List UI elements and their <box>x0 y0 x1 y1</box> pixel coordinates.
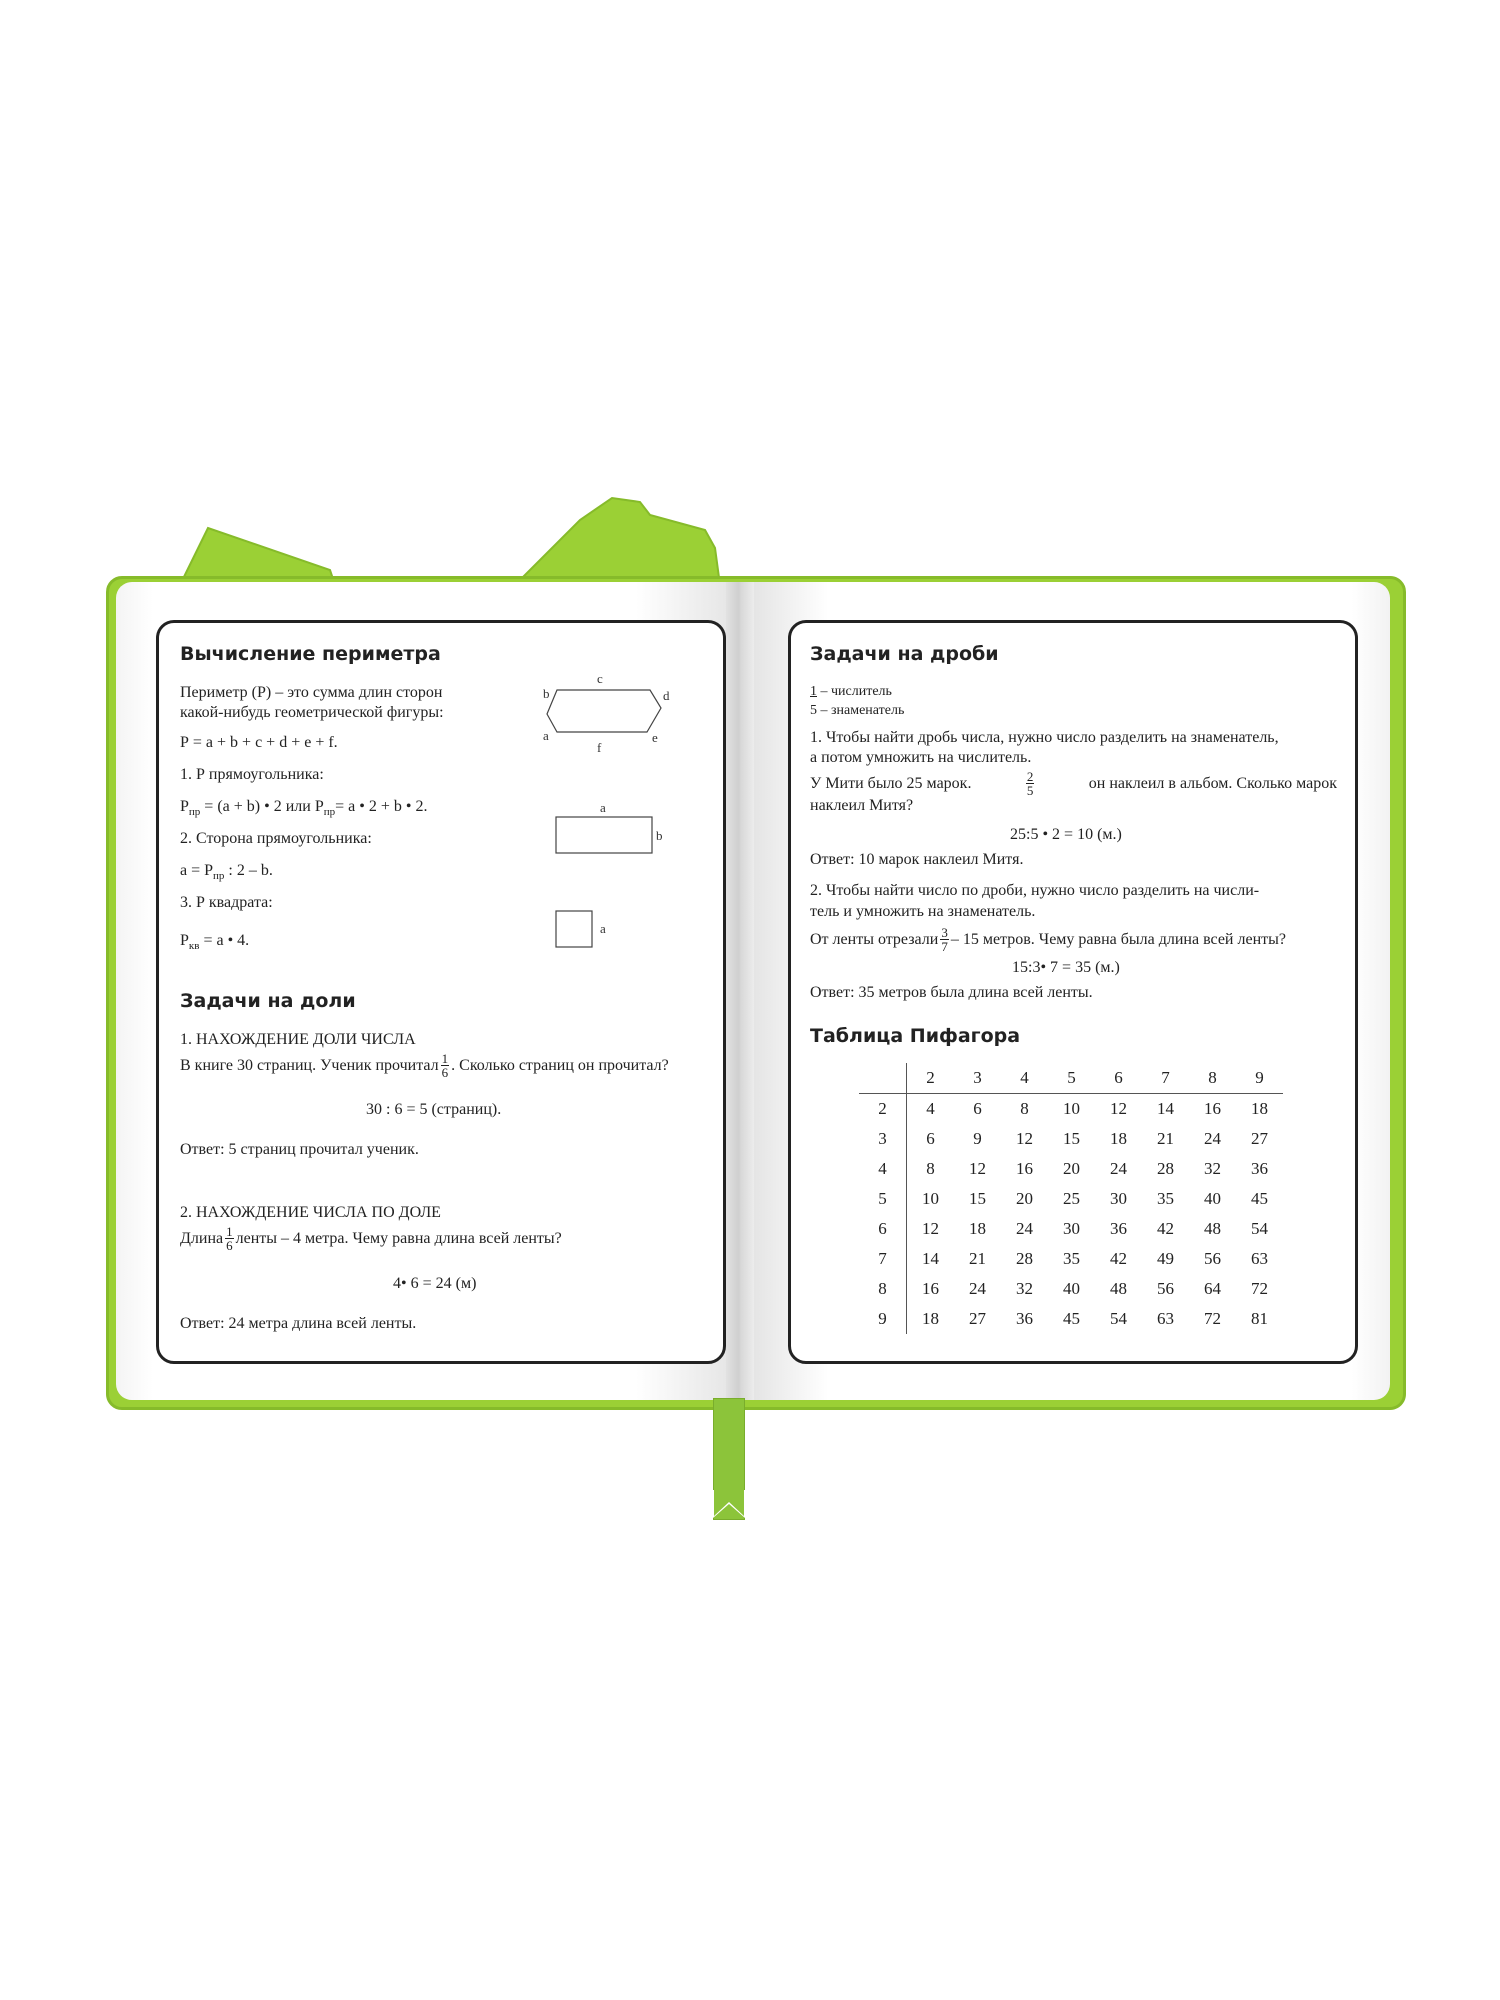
col-header: 7 <box>1142 1063 1189 1094</box>
col-header: 9 <box>1236 1063 1283 1094</box>
perimeter-definition-line1: Периметр (Р) – это сумма длин сторон <box>180 684 443 701</box>
table-cell: 42 <box>1110 1249 1127 1268</box>
rectangle-item: 1. Р прямоугольника: <box>180 766 324 783</box>
hexagon-figure <box>535 670 685 760</box>
table-cell: 15 <box>1063 1129 1080 1148</box>
table-cell: 54 <box>1110 1309 1127 1328</box>
table-cell: 20 <box>1016 1189 1033 1208</box>
side-item: 2. Сторона прямоугольника: <box>180 830 372 847</box>
pythagoras-table <box>859 1063 1283 1334</box>
hex-label-a: a <box>543 728 549 743</box>
table-cell: 24 <box>1016 1219 1033 1238</box>
perimeter-definition-line2: какой-нибудь геометрической фигуры: <box>180 704 444 721</box>
table-cell: 21 <box>1157 1129 1174 1148</box>
rule1-line1: 1. Чтобы найти дробь числа, нужно число разделить на знаменатель, <box>810 729 1279 746</box>
table-cell: 35 <box>1157 1189 1174 1208</box>
table-cell: 15 <box>969 1189 986 1208</box>
rule1-line2: а потом умножить на числитель. <box>810 749 1032 766</box>
col-header: 3 <box>954 1063 1001 1094</box>
table-cell: 12 <box>969 1159 986 1178</box>
rect-label-b: b <box>656 828 663 843</box>
table-cell: 21 <box>969 1249 986 1268</box>
table-cell: 12 <box>1110 1099 1127 1118</box>
table-cell: 24 <box>969 1279 986 1298</box>
number-by-share-task: Длина $\frac{1}{6}$ ленты – 4 метра. Чему равна длина всей ленты? <box>180 1224 562 1253</box>
col-header: 5 <box>1048 1063 1095 1094</box>
table-cell: 49 <box>1157 1249 1174 1268</box>
row-header: 3 <box>859 1124 907 1154</box>
table-cell: 28 <box>1157 1159 1174 1178</box>
table-cell: 42 <box>1157 1219 1174 1238</box>
table-cell: 35 <box>1063 1249 1080 1268</box>
table-cell: 27 <box>969 1309 986 1328</box>
table-cell: 40 <box>1063 1279 1080 1298</box>
table-cell: 48 <box>1110 1279 1127 1298</box>
square-formula: $Р_{кв} = a$ • 4. <box>180 932 250 952</box>
table-cell: 16 <box>922 1279 939 1298</box>
task2-line: От ленты отрезали $\frac{3}{7}$ – 15 метров. Чему равна была длина всей ленты? <box>810 925 1286 954</box>
table-cell: 63 <box>1251 1249 1268 1268</box>
table-cell: 6 <box>973 1099 982 1118</box>
table-cell: 24 <box>1110 1159 1127 1178</box>
table-cell: 32 <box>1016 1279 1033 1298</box>
rectangle-figure <box>550 800 680 860</box>
table-cell: 64 <box>1204 1279 1221 1298</box>
col-header: 2 <box>907 1063 955 1094</box>
table-cell: 56 <box>1157 1279 1174 1298</box>
table-cell: 16 <box>1016 1159 1033 1178</box>
rect-label-a: a <box>600 800 606 815</box>
hex-label-e: e <box>652 730 658 745</box>
table-cell: 18 <box>922 1309 939 1328</box>
rectangle-formula: $Р_{пр} = (a + b)$ • 2 или $Р_{пр}= a$ • 2 + b • 2. <box>180 798 428 818</box>
task2-calc: 15:3• 7 = 35 (м.) <box>1012 959 1120 976</box>
task1-answer: Ответ: 10 марок наклеил Митя. <box>810 851 1024 868</box>
table-cell: 18 <box>1110 1129 1127 1148</box>
table-row <box>859 1094 1283 1125</box>
table-row <box>859 1274 1283 1304</box>
table-cell: 20 <box>1063 1159 1080 1178</box>
task1-line1: У Мити было 25 марок. $\frac{2}{5}$ он наклеил в альбом. Сколько марок <box>810 769 1337 798</box>
row-header: 7 <box>859 1244 907 1274</box>
table-row <box>859 1124 1283 1154</box>
table-cell: 12 <box>922 1219 939 1238</box>
share-of-number-calc: 30 : 6 = 5 (страниц). <box>366 1101 502 1118</box>
table-cell: 45 <box>1251 1189 1268 1208</box>
book-gutter <box>726 582 754 1400</box>
table-cell: 30 <box>1110 1189 1127 1208</box>
table-cell: 4 <box>926 1099 935 1118</box>
numerator-label: 1 – числитель <box>810 684 892 699</box>
table-row <box>859 1214 1283 1244</box>
table-cell: 72 <box>1204 1309 1221 1328</box>
table-cell: 10 <box>1063 1099 1080 1118</box>
hex-label-d: d <box>663 688 670 703</box>
table-cell: 30 <box>1063 1219 1080 1238</box>
row-header: 5 <box>859 1184 907 1214</box>
table-cell: 9 <box>973 1129 982 1148</box>
table-cell: 12 <box>1016 1129 1033 1148</box>
table-cell: 40 <box>1204 1189 1221 1208</box>
share-of-number-heading: 1. НАХОЖДЕНИЕ ДОЛИ ЧИСЛА <box>180 1031 416 1048</box>
table-cell: 36 <box>1251 1159 1268 1178</box>
col-header: 8 <box>1189 1063 1236 1094</box>
table-cell: 27 <box>1251 1129 1268 1148</box>
rule2-line2: тель и умножить на знаменатель. <box>810 903 1036 920</box>
table-cell: 8 <box>1020 1099 1029 1118</box>
table-cell: 14 <box>922 1249 939 1268</box>
perimeter-title: Вычисление периметра <box>180 643 441 665</box>
table-cell: 14 <box>1157 1099 1174 1118</box>
row-header: 8 <box>859 1274 907 1304</box>
denominator-label: 5 – знаменатель <box>810 703 905 718</box>
ribbon-notch <box>713 1490 745 1518</box>
table-cell: 10 <box>922 1189 939 1208</box>
number-by-share-calc: 4• 6 = 24 (м) <box>393 1275 477 1292</box>
right-ear <box>515 498 720 585</box>
table-row <box>859 1304 1283 1334</box>
pythagoras-title: Таблица Пифагора <box>810 1025 1021 1047</box>
table-cell: 32 <box>1204 1159 1221 1178</box>
table-cell: 63 <box>1157 1309 1174 1328</box>
row-header: 9 <box>859 1304 907 1334</box>
table-cell: 56 <box>1204 1249 1221 1268</box>
table-cell: 6 <box>926 1129 935 1148</box>
square-figure <box>552 905 622 955</box>
task2-answer: Ответ: 35 метров была длина всей ленты. <box>810 984 1093 1001</box>
table-cell: 45 <box>1063 1309 1080 1328</box>
table-row <box>859 1244 1283 1274</box>
col-header: 4 <box>1001 1063 1048 1094</box>
share-of-number-answer: Ответ: 5 страниц прочитал ученик. <box>180 1141 419 1158</box>
shares-title: Задачи на доли <box>180 990 356 1012</box>
col-header: 6 <box>1095 1063 1142 1094</box>
table-cell: 72 <box>1251 1279 1268 1298</box>
table-row <box>859 1184 1283 1214</box>
side-formula: $a = Р_{пр}$ : 2 – b. <box>180 862 273 882</box>
table-corner <box>859 1063 907 1094</box>
table-cell: 18 <box>1251 1099 1268 1118</box>
share-of-number-task: В книге 30 страниц. Ученик прочитал $\frac{1}{6}$ . Сколько страниц он прочитал? <box>180 1051 669 1080</box>
table-cell: 28 <box>1016 1249 1033 1268</box>
row-header: 2 <box>859 1094 907 1125</box>
row-header: 4 <box>859 1154 907 1184</box>
square-label-a: a <box>600 921 606 936</box>
table-cell: 36 <box>1016 1309 1033 1328</box>
fractions-title: Задачи на дроби <box>810 643 999 665</box>
hex-label-b: b <box>543 686 550 701</box>
rule2-line1: 2. Чтобы найти число по дроби, нужно число разделить на числи- <box>810 882 1260 899</box>
task1-calc: 25:5 • 2 = 10 (м.) <box>1010 826 1122 843</box>
hex-label-c: c <box>597 671 603 686</box>
table-cell: 16 <box>1204 1099 1221 1118</box>
table-cell: 25 <box>1063 1189 1080 1208</box>
table-header-row <box>859 1063 1283 1094</box>
table-cell: 54 <box>1251 1219 1268 1238</box>
table-cell: 48 <box>1204 1219 1221 1238</box>
row-header: 6 <box>859 1214 907 1244</box>
table-cell: 24 <box>1204 1129 1221 1148</box>
table-cell: 18 <box>969 1219 986 1238</box>
table-cell: 8 <box>926 1159 935 1178</box>
table-cell: 81 <box>1251 1309 1268 1328</box>
number-by-share-answer: Ответ: 24 метра длина всей ленты. <box>180 1315 417 1332</box>
perimeter-formula: Р = a + b + c + d + e + f. <box>180 734 338 751</box>
number-by-share-heading: 2. НАХОЖДЕНИЕ ЧИСЛА ПО ДОЛЕ <box>180 1204 441 1221</box>
hex-label-f: f <box>597 740 602 755</box>
square-item: 3. Р квадрата: <box>180 894 273 911</box>
table-cell: 36 <box>1110 1219 1127 1238</box>
table-row <box>859 1154 1283 1184</box>
task1-line2: наклеил Митя? <box>810 797 914 814</box>
